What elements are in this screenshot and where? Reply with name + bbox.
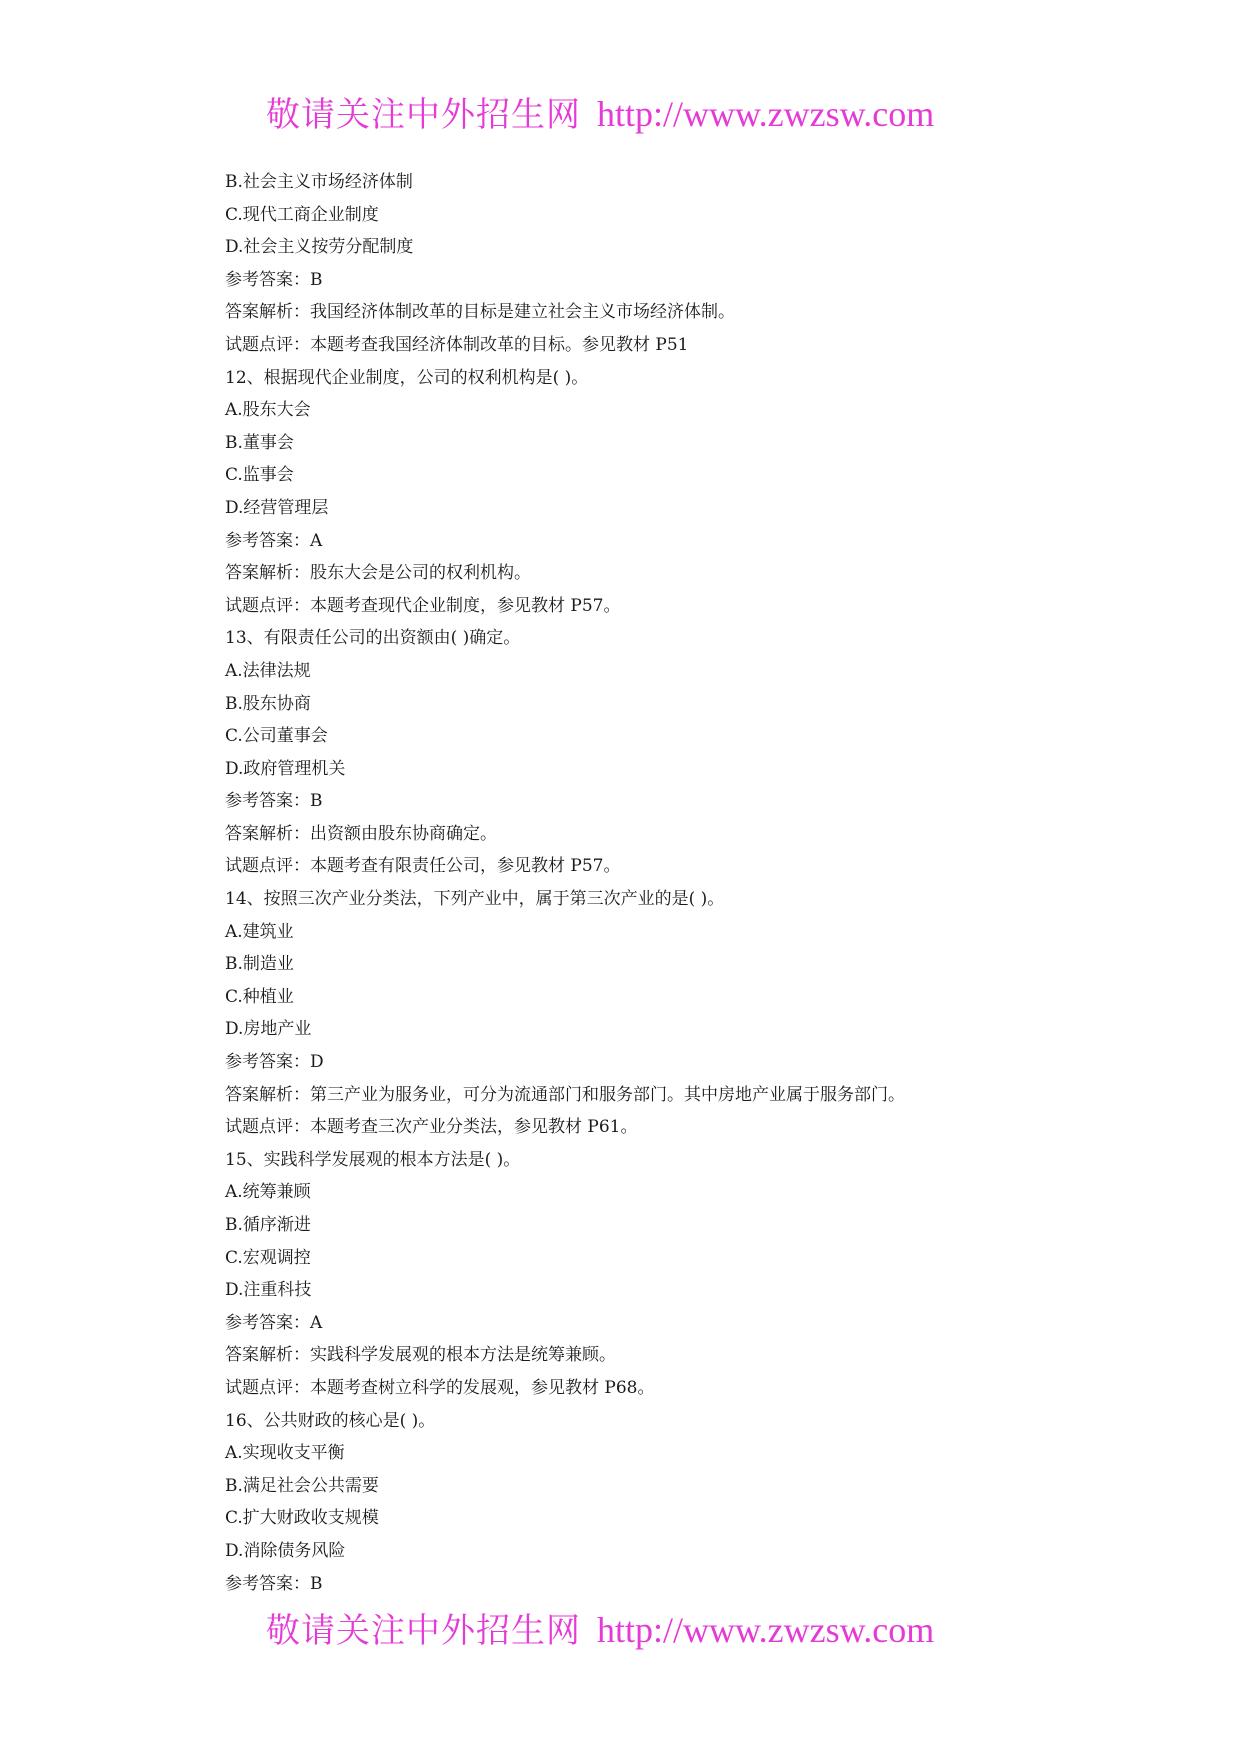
text-line: C.监事会 (225, 465, 294, 486)
banner-url[interactable]: http://www.zwzsw.com (597, 1610, 935, 1650)
banner-url[interactable]: http://www.zwzsw.com (597, 94, 935, 134)
document-body (225, 166, 1025, 1600)
text-line: 参考答案：B (225, 269, 323, 290)
text-line: D.房地产业 (225, 1019, 312, 1040)
text-line: B.社会主义市场经济体制 (225, 172, 413, 192)
text-line: D.政府管理机关 (225, 758, 346, 779)
text-line: B.制造业 (225, 954, 294, 975)
banner-text: 敬请关注中外招生网 (266, 1611, 581, 1651)
text-line: 参考答案：A (225, 1312, 323, 1333)
text-line: C.公司董事会 (225, 726, 328, 747)
text-line: D.注重科技 (225, 1280, 312, 1301)
text-line: 参考答案：D (225, 1052, 324, 1073)
text-line: D.社会主义按劳分配制度 (225, 237, 414, 258)
text-line: 试题点评：本题考查我国经济体制改革的目标。参见教材 P51 (225, 334, 689, 355)
text-line: B.循序渐进 (225, 1215, 311, 1235)
text-line: C.扩大财政收支规模 (225, 1508, 379, 1529)
text-line: 答案解析：出资额由股东协商确定。 (225, 823, 497, 844)
text-line: A.建筑业 (225, 921, 294, 942)
banner-text: 敬请关注中外招生网 (266, 95, 581, 135)
text-line: 13、有限责任公司的出资额由( )确定。 (225, 628, 521, 649)
header-banner (266, 94, 1026, 135)
text-line: C.宏观调控 (225, 1247, 311, 1268)
text-line: 14、按照三次产业分类法，下列产业中，属于第三次产业的是( )。 (225, 889, 725, 910)
text-line: 参考答案：A (225, 530, 323, 551)
text-line: 试题点评：本题考查树立科学的发展观，参见教材 P68。 (225, 1377, 655, 1398)
text-line: 答案解析：我国经济体制改革的目标是建立社会主义市场经济体制。 (225, 302, 735, 323)
text-line: A.统筹兼顾 (225, 1182, 311, 1203)
text-line: 试题点评：本题考查三次产业分类法，参见教材 P61。 (225, 1117, 638, 1138)
text-line: B.满足社会公共需要 (225, 1475, 379, 1496)
text-line: D.经营管理层 (225, 497, 329, 518)
text-line: 12、根据现代企业制度，公司的权利机构是( )。 (225, 367, 589, 388)
text-line: 参考答案：B (225, 1573, 323, 1594)
text-line: C.种植业 (225, 986, 294, 1007)
text-line: 试题点评：本题考查现代企业制度，参见教材 P57。 (225, 595, 621, 616)
text-line: 答案解析：股东大会是公司的权利机构。 (225, 563, 531, 584)
text-line: 答案解析：第三产业为服务业，可分为流通部门和服务部门。其中房地产业属于服务部门。 (225, 1084, 905, 1105)
text-line: A.股东大会 (225, 400, 311, 421)
footer-banner (266, 1610, 1026, 1651)
text-line: D.消除债务风险 (225, 1540, 346, 1561)
text-line: A.法律法规 (225, 660, 311, 681)
text-line: B.股东协商 (225, 693, 311, 714)
text-line: B.董事会 (225, 432, 294, 453)
text-line: 15、实践科学发展观的根本方法是( )。 (225, 1149, 521, 1170)
text-line: A.实现收支平衡 (225, 1443, 345, 1464)
text-line: C.现代工商企业制度 (225, 204, 379, 225)
text-line: 答案解析：实践科学发展观的根本方法是统筹兼顾。 (225, 1345, 616, 1366)
text-line: 试题点评：本题考查有限责任公司，参见教材 P57。 (225, 856, 621, 877)
text-line: 16、公共财政的核心是( )。 (225, 1410, 436, 1431)
text-line: 参考答案：B (225, 791, 323, 812)
